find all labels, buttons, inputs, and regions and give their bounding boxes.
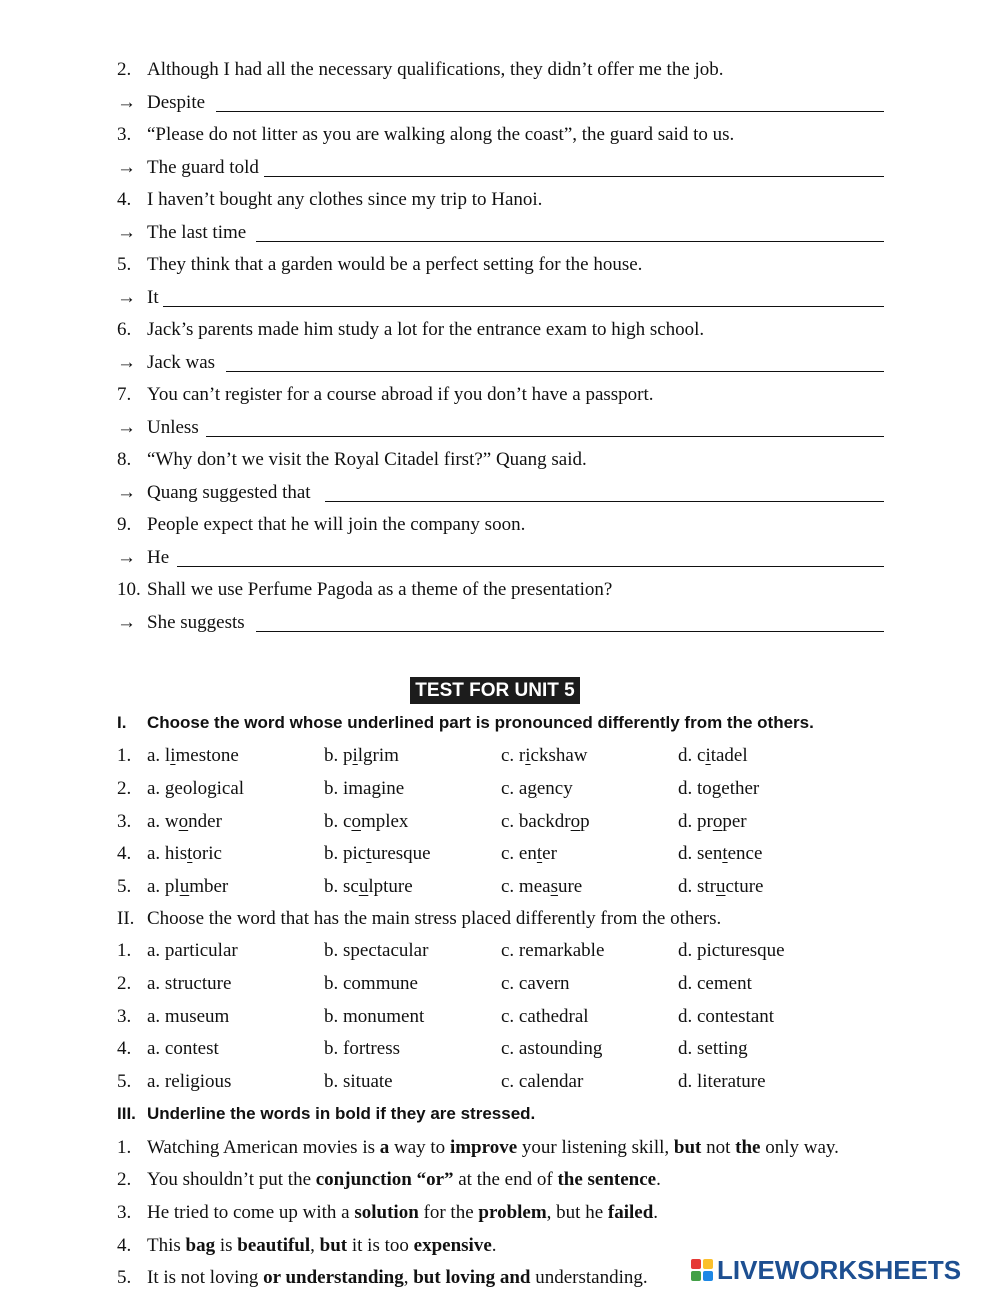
option-prefix: a. his — [147, 843, 188, 864]
option-suffix: ence — [727, 843, 763, 864]
option-d[interactable]: d. literature — [678, 1071, 766, 1092]
section-instruction: Choose the word that has the main stress placed differently from the others. — [147, 908, 722, 929]
sentence-text: your listening skill, — [517, 1137, 674, 1158]
original-sentence: People expect that he will join the company soon. — [147, 514, 526, 535]
option-prefix: c. mea — [501, 876, 551, 897]
item-number: 7. — [117, 384, 132, 405]
option-d[interactable]: d. picturesque — [678, 940, 785, 961]
sentence-text: You shouldn’t put the — [147, 1169, 316, 1190]
option-prefix: a. l — [147, 745, 171, 766]
answer-blank[interactable] — [264, 176, 884, 177]
option-c[interactable]: c. calendar — [501, 1071, 584, 1092]
option-b[interactable] — [324, 744, 399, 768]
item-number: 8. — [117, 449, 132, 470]
underlined-part: o — [351, 811, 361, 832]
item-number: 5. — [117, 1267, 132, 1288]
item-number: 5. — [117, 254, 132, 275]
option-a[interactable] — [147, 875, 228, 899]
option-a[interactable]: a. religious — [147, 1071, 232, 1092]
bold-word[interactable]: but — [673, 1137, 702, 1158]
option-prefix: d. pr — [678, 811, 713, 832]
option-suffix: mber — [189, 876, 229, 897]
bold-word[interactable]: beautiful — [237, 1235, 311, 1256]
option-d[interactable]: d. contestant — [678, 1006, 775, 1027]
prompt-word: Jack was — [147, 352, 216, 373]
option-b[interactable]: b. monument — [324, 1006, 425, 1027]
sentence-text: at the end of — [453, 1169, 558, 1190]
option-suffix: ical — [216, 778, 245, 799]
option-b[interactable] — [324, 875, 413, 899]
option-suffix: uresque — [371, 843, 431, 864]
arrow-icon: → — [117, 612, 136, 633]
option-prefix: b. p — [324, 745, 353, 766]
option-suffix: oric — [192, 843, 222, 864]
arrow-icon: → — [117, 352, 136, 373]
prompt-word: She suggests — [147, 612, 245, 633]
item-number: 10. — [117, 579, 141, 600]
option-c[interactable] — [501, 777, 573, 801]
bold-word[interactable]: bag — [185, 1235, 216, 1256]
answer-blank[interactable] — [216, 111, 884, 112]
prompt-word: The guard told — [147, 157, 259, 178]
original-sentence: Shall we use Perfume Pagoda as a theme of the presentation? — [147, 579, 613, 600]
sentence-text: is — [215, 1235, 238, 1256]
prompt-word: The last time — [147, 222, 247, 243]
option-prefix: b. pic — [324, 843, 367, 864]
item-number: 1. — [117, 745, 132, 766]
original-sentence: I haven’t bought any clothes since my trip to Hanoi. — [147, 189, 543, 210]
sentence-text: . — [656, 1169, 661, 1190]
bold-word[interactable]: failed — [607, 1202, 654, 1223]
option-c[interactable] — [501, 875, 582, 899]
item-number: 5. — [117, 1071, 132, 1092]
arrow-icon: → — [117, 157, 136, 178]
section-numeral: III. — [117, 1104, 136, 1123]
option-suffix: ure — [557, 876, 583, 897]
sentence-text: only way. — [760, 1137, 839, 1158]
bold-word[interactable]: but — [319, 1235, 348, 1256]
bold-word[interactable]: the — [735, 1137, 761, 1158]
option-b[interactable]: b. fortress — [324, 1038, 400, 1059]
option-a[interactable]: a. particular — [147, 940, 238, 961]
answer-blank[interactable] — [206, 436, 884, 437]
answer-blank[interactable] — [256, 631, 884, 632]
option-b[interactable] — [324, 810, 408, 834]
underlined-part: i — [705, 745, 711, 766]
option-prefix: b. ima — [324, 778, 372, 799]
item-number: 4. — [117, 1038, 132, 1059]
answer-blank[interactable] — [256, 241, 884, 242]
arrow-icon: → — [117, 417, 136, 438]
stress-sentence — [147, 1136, 839, 1160]
option-suffix: ine — [381, 778, 405, 799]
original-sentence: You can’t register for a course abroad if you don’t have a passport. — [147, 384, 654, 405]
prompt-word: Unless — [147, 417, 199, 438]
option-suffix: er — [542, 843, 557, 864]
option-a[interactable] — [147, 744, 239, 768]
sentence-text: , — [403, 1267, 414, 1288]
underlined-part: t — [536, 843, 543, 864]
prompt-word: Despite — [147, 92, 206, 113]
item-number: 2. — [117, 778, 132, 799]
option-suffix: lgrim — [357, 745, 399, 766]
item-number: 1. — [117, 1137, 132, 1158]
underlined-part: t — [722, 843, 728, 864]
option-prefix: c. en — [501, 843, 537, 864]
logo-text: LIVEWORKSHEETS — [717, 1254, 962, 1285]
section-numeral: I. — [117, 713, 127, 732]
item-number: 4. — [117, 1235, 132, 1256]
stress-sentence — [147, 1201, 658, 1225]
option-prefix: a. pl — [147, 876, 180, 897]
stress-sentence — [147, 1168, 661, 1192]
option-d[interactable] — [678, 744, 748, 768]
logo-square — [703, 1259, 713, 1269]
sentence-text: This — [147, 1235, 186, 1256]
option-prefix: d. c — [678, 745, 706, 766]
underlined-part: i — [352, 745, 358, 766]
item-number: 2. — [117, 1169, 132, 1190]
answer-blank[interactable] — [163, 306, 884, 307]
option-c[interactable] — [501, 744, 588, 768]
answer-blank[interactable] — [177, 566, 884, 567]
option-a[interactable]: a. museum — [147, 1006, 230, 1027]
item-number: 5. — [117, 876, 132, 897]
stress-sentence — [147, 1266, 648, 1290]
sentence-text: , — [310, 1235, 320, 1256]
prompt-word: He — [147, 547, 170, 568]
logo-square — [703, 1271, 713, 1281]
option-a[interactable] — [147, 842, 222, 866]
option-c[interactable]: c. cathedral — [501, 1006, 589, 1027]
item-number: 2. — [117, 973, 132, 994]
sentence-text: . — [653, 1202, 659, 1223]
option-prefix: b. sc — [324, 876, 359, 897]
underlined-part: o — [178, 811, 189, 832]
option-suffix: lpture — [368, 876, 413, 897]
arrow-icon: → — [117, 92, 136, 113]
item-number: 9. — [117, 514, 132, 535]
option-suffix: nder — [188, 811, 222, 832]
underlined-part: g — [527, 778, 537, 799]
answer-blank[interactable] — [226, 371, 884, 372]
option-a[interactable] — [147, 810, 222, 834]
bold-word[interactable]: conjunction “or” — [315, 1169, 454, 1190]
option-a[interactable] — [147, 777, 244, 801]
section-instruction: Underline the words in bold if they are stressed. — [147, 1104, 536, 1123]
bold-word[interactable]: or understanding — [263, 1267, 404, 1288]
arrow-icon: → — [117, 287, 136, 308]
underlined-part: g — [371, 778, 381, 799]
item-number: 3. — [117, 124, 132, 145]
bold-word[interactable]: improve — [449, 1137, 518, 1158]
item-number: 3. — [117, 1006, 132, 1027]
option-prefix: d. str — [678, 876, 716, 897]
sentence-text: not — [701, 1137, 736, 1158]
bold-word[interactable]: problem — [478, 1202, 547, 1223]
option-suffix: ckshaw — [530, 745, 588, 766]
sentence-text: . — [491, 1235, 497, 1256]
sentence-text: way to — [389, 1137, 450, 1158]
option-c[interactable] — [501, 810, 590, 834]
original-sentence: Jack’s parents made him study a lot for the entrance exam to high school. — [147, 319, 705, 340]
option-b[interactable]: b. spectacular — [324, 940, 429, 961]
bold-word[interactable]: the sentence — [557, 1169, 657, 1190]
option-d[interactable] — [678, 810, 747, 834]
option-b[interactable]: b. situate — [324, 1071, 393, 1092]
option-c[interactable]: c. astounding — [501, 1038, 603, 1059]
arrow-icon: → — [117, 482, 136, 503]
sentence-text: it is too — [347, 1235, 414, 1256]
item-number: 3. — [117, 1202, 132, 1223]
sentence-text: for the — [418, 1202, 479, 1223]
underlined-part: u — [358, 876, 369, 897]
underlined-part: g — [711, 778, 722, 799]
bold-word[interactable]: expensive — [413, 1235, 492, 1256]
bold-word[interactable]: solution — [354, 1202, 419, 1223]
option-d[interactable]: d. cement — [678, 973, 752, 994]
option-c[interactable]: c. cavern — [501, 973, 570, 994]
underlined-part: i — [525, 745, 531, 766]
option-b[interactable]: b. commune — [324, 973, 418, 994]
original-sentence: “Please do not litter as you are walking along the coast”, the guard said to us. — [147, 124, 735, 145]
option-prefix: d. to — [678, 778, 712, 799]
item-number: 4. — [117, 843, 132, 864]
logo-icon — [691, 1259, 713, 1281]
option-d[interactable]: d. setting — [678, 1038, 748, 1059]
item-number: 4. — [117, 189, 132, 210]
option-prefix: c. backdr — [501, 811, 571, 832]
option-d[interactable] — [678, 777, 759, 801]
underlined-part: s — [550, 876, 558, 897]
underlined-part: o — [570, 811, 581, 832]
option-b[interactable] — [324, 777, 404, 801]
underlined-part: u — [716, 876, 726, 897]
arrow-icon: → — [117, 547, 136, 568]
arrow-icon: → — [117, 222, 136, 243]
original-sentence: “Why don’t we visit the Royal Citadel first?” Quang said. — [147, 449, 587, 470]
underlined-part: i — [170, 745, 176, 766]
stress-sentence — [147, 1234, 497, 1258]
option-prefix: c. r — [501, 745, 526, 766]
sentence-text: Watching American movies is — [147, 1137, 380, 1158]
answer-blank[interactable] — [325, 501, 884, 502]
underlined-part: t — [366, 843, 372, 864]
section-numeral: II. — [117, 908, 135, 929]
option-suffix: ency — [536, 778, 573, 799]
option-d[interactable] — [678, 842, 762, 866]
underlined-part: o — [712, 811, 723, 832]
option-suffix: p — [580, 811, 590, 832]
option-c[interactable] — [501, 842, 557, 866]
option-b[interactable] — [324, 842, 431, 866]
sentence-text: understanding. — [530, 1267, 648, 1288]
item-number: 6. — [117, 319, 132, 340]
option-c[interactable]: c. remarkable — [501, 940, 605, 961]
test-title: TEST FOR UNIT 5 — [410, 677, 580, 704]
option-prefix: c. a — [501, 778, 528, 799]
sentence-text: He tried to come up with a — [147, 1202, 355, 1223]
option-suffix: tadel — [710, 745, 748, 766]
item-number: 2. — [117, 59, 132, 80]
liveworksheets-logo — [691, 1254, 961, 1286]
underlined-part: u — [179, 876, 190, 897]
underlined-part: g — [207, 778, 217, 799]
option-suffix: mestone — [175, 745, 239, 766]
section-instruction: Choose the word whose underlined part is pronounced differently from the others. — [147, 713, 814, 732]
option-prefix: a. geolo — [147, 778, 208, 799]
option-prefix: b. c — [324, 811, 352, 832]
option-suffix: cture — [725, 876, 764, 897]
logo-square — [691, 1259, 701, 1269]
option-suffix: mplex — [360, 811, 409, 832]
sentence-text: , but he — [546, 1202, 608, 1223]
underlined-part: t — [187, 843, 193, 864]
prompt-word: Quang suggested that — [147, 482, 311, 503]
logo-square — [691, 1271, 701, 1281]
item-number: 3. — [117, 811, 132, 832]
prompt-word: It — [147, 287, 159, 308]
item-number: 1. — [117, 940, 132, 961]
option-a[interactable]: a. contest — [147, 1038, 219, 1059]
bold-word[interactable]: a — [379, 1137, 390, 1158]
option-suffix: per — [722, 811, 747, 832]
original-sentence: They think that a garden would be a perfect setting for the house. — [147, 254, 643, 275]
sentence-text: It is not loving — [147, 1267, 264, 1288]
option-prefix: d. sen — [678, 843, 723, 864]
bold-word[interactable]: but loving and — [413, 1267, 531, 1288]
option-a[interactable]: a. structure — [147, 973, 232, 994]
option-prefix: a. w — [147, 811, 179, 832]
option-d[interactable] — [678, 875, 763, 899]
option-suffix: ether — [721, 778, 760, 799]
original-sentence: Although I had all the necessary qualifications, they didn’t offer me the job. — [147, 59, 724, 80]
